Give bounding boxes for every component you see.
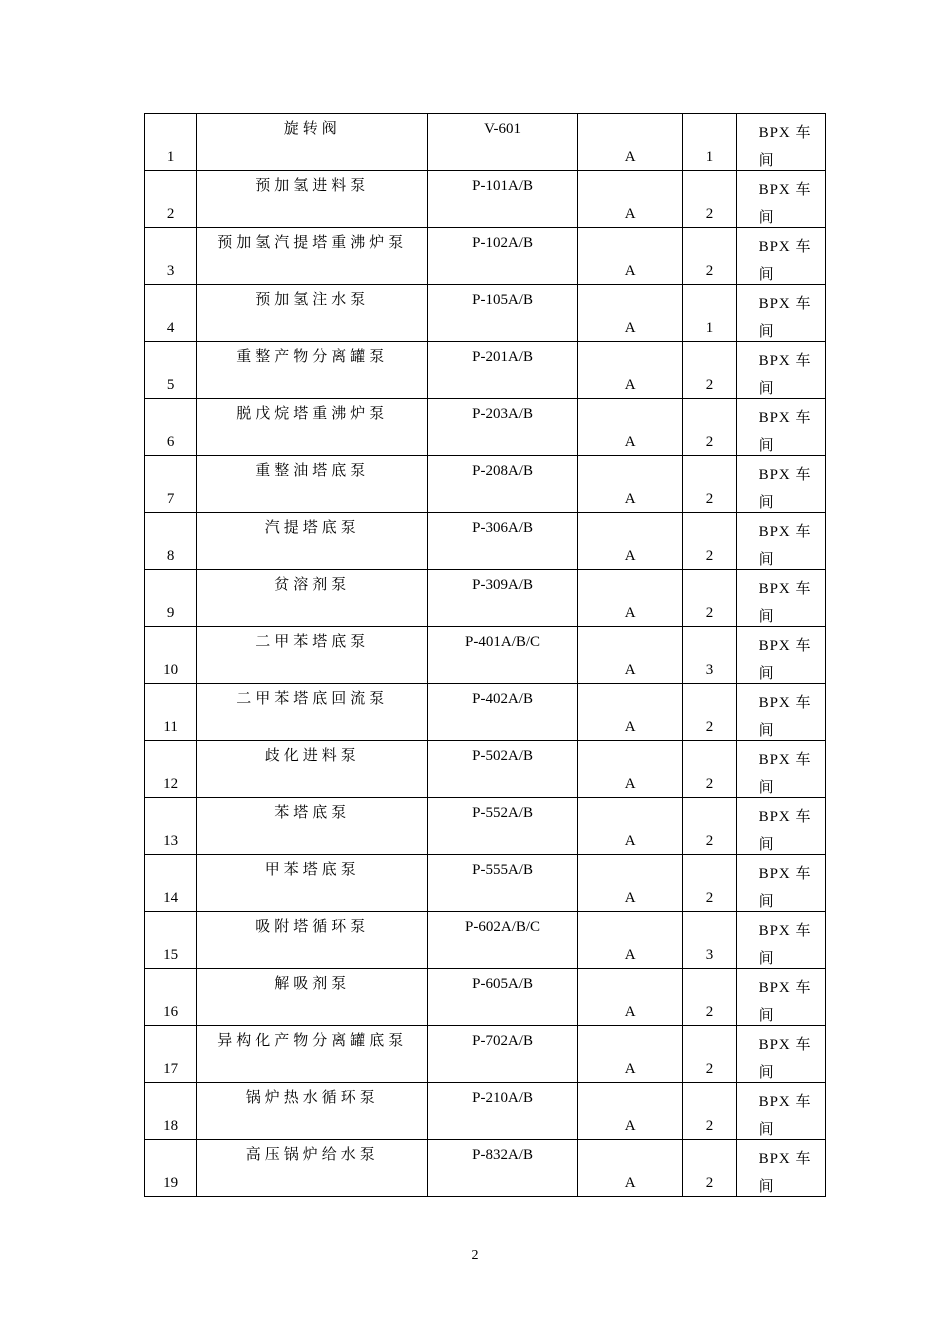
equipment-tag-cell: [428, 969, 578, 1026]
quantity-text: 2: [705, 263, 714, 279]
equipment-tag-text: P-309A/B: [472, 577, 533, 593]
quantity-text: 2: [705, 1004, 714, 1020]
equipment-name-cell: [197, 171, 428, 228]
class-text: A: [624, 434, 636, 450]
equipment-name-text: 重整产物分离罐泵: [236, 349, 389, 365]
location-cell: [736, 513, 825, 570]
quantity-text: 2: [705, 890, 714, 906]
quantity-text: 2: [705, 548, 714, 564]
table-row: [145, 855, 826, 912]
table-row: [145, 798, 826, 855]
quantity-text: 2: [705, 1061, 714, 1077]
class-cell: [577, 513, 682, 570]
class-cell: [577, 570, 682, 627]
row-number-text: 14: [163, 890, 179, 906]
equipment-name-cell: [197, 912, 428, 969]
row-number-cell: [145, 456, 197, 513]
location-cell: [736, 627, 825, 684]
class-text: A: [624, 776, 636, 792]
row-number-cell: [145, 855, 197, 912]
equipment-tag-cell: [428, 627, 578, 684]
equipment-tag-text: P-210A/B: [472, 1090, 533, 1106]
quantity-cell: [683, 627, 736, 684]
row-number-text: 2: [166, 206, 175, 222]
equipment-name-text: 高压锅炉给水泵: [245, 1147, 379, 1163]
equipment-name-cell: [197, 1083, 428, 1140]
row-number-cell: [145, 684, 197, 741]
quantity-cell: [683, 570, 736, 627]
row-number-text: 10: [163, 662, 179, 678]
quantity-cell: [683, 798, 736, 855]
quantity-cell: [683, 969, 736, 1026]
quantity-text: 2: [705, 605, 714, 621]
class-cell: [577, 285, 682, 342]
equipment-name-text: 二甲苯塔底泵: [255, 634, 370, 650]
equipment-tag-text: P-203A/B: [472, 406, 533, 422]
row-number-cell: [145, 285, 197, 342]
row-number-text: 9: [166, 605, 175, 621]
quantity-text: 2: [705, 719, 714, 735]
equipment-tag-cell: [428, 1140, 578, 1197]
row-number-text: 5: [166, 377, 175, 393]
row-number-text: 7: [166, 491, 175, 507]
class-text: A: [624, 1061, 636, 1077]
equipment-tag-cell: [428, 114, 578, 171]
class-cell: [577, 798, 682, 855]
equipment-name-cell: [197, 798, 428, 855]
equipment-tag-text: P-105A/B: [472, 292, 533, 308]
location-cell: [736, 855, 825, 912]
equipment-name-cell: [197, 969, 428, 1026]
quantity-cell: [683, 855, 736, 912]
table-row: [145, 570, 826, 627]
equipment-name-text: 吸附塔循环泵: [255, 919, 370, 935]
class-text: A: [624, 1175, 636, 1191]
equipment-name-text: 脱戊烷塔重沸炉泵: [236, 406, 389, 422]
class-cell: [577, 1140, 682, 1197]
class-text: A: [624, 1118, 636, 1134]
equipment-tag-cell: [428, 513, 578, 570]
table-row: [145, 1026, 826, 1083]
class-text: A: [624, 662, 636, 678]
equipment-tag-text: P-555A/B: [472, 862, 533, 878]
equipment-tag-text: P-702A/B: [472, 1033, 533, 1049]
quantity-text: 2: [705, 776, 714, 792]
row-number-cell: [145, 114, 197, 171]
class-cell: [577, 912, 682, 969]
quantity-text: 2: [705, 434, 714, 450]
quantity-cell: [683, 513, 736, 570]
equipment-tag-text: P-101A/B: [472, 178, 533, 194]
row-number-text: 6: [166, 434, 175, 450]
table-row: [145, 456, 826, 513]
equipment-name-text: 二甲苯塔底回流泵: [236, 691, 389, 707]
quantity-cell: [683, 1026, 736, 1083]
equipment-name-cell: [197, 627, 428, 684]
table-row: [145, 912, 826, 969]
quantity-text: 1: [705, 320, 714, 336]
page-number: 2: [471, 1248, 479, 1263]
quantity-cell: [683, 1140, 736, 1197]
equipment-name-text: 锅炉热水循环泵: [245, 1090, 379, 1106]
location-text: BPX 车间: [758, 695, 812, 739]
equipment-tag-cell: [428, 684, 578, 741]
row-number-text: 17: [163, 1061, 179, 1077]
equipment-tag-cell: [428, 228, 578, 285]
equipment-name-text: 苯塔底泵: [274, 805, 351, 821]
location-text: BPX 车间: [758, 296, 812, 340]
row-number-text: 4: [166, 320, 175, 336]
equipment-name-cell: [197, 228, 428, 285]
table-row: [145, 627, 826, 684]
quantity-cell: [683, 456, 736, 513]
class-text: A: [624, 491, 636, 507]
table-row: [145, 684, 826, 741]
location-text: BPX 车间: [758, 866, 812, 910]
location-cell: [736, 1026, 825, 1083]
class-text: A: [624, 890, 636, 906]
row-number-cell: [145, 1083, 197, 1140]
row-number-cell: [145, 570, 197, 627]
row-number-cell: [145, 627, 197, 684]
row-number-text: 15: [163, 947, 179, 963]
equipment-tag-text: P-201A/B: [472, 349, 533, 365]
table-row: [145, 114, 826, 171]
row-number-cell: [145, 798, 197, 855]
class-text: A: [624, 149, 636, 165]
equipment-table: [144, 113, 826, 1197]
class-text: A: [624, 263, 636, 279]
quantity-text: 2: [705, 377, 714, 393]
class-text: A: [624, 833, 636, 849]
table-row: [145, 342, 826, 399]
location-text: BPX 车间: [758, 1037, 812, 1081]
quantity-text: 3: [705, 947, 714, 963]
equipment-tag-text: V-601: [484, 121, 522, 137]
equipment-tag-text: P-401A/B/C: [465, 634, 541, 650]
equipment-name-text: 预加氢汽提塔重沸炉泵: [217, 235, 408, 251]
equipment-name-cell: [197, 114, 428, 171]
location-cell: [736, 1083, 825, 1140]
table-row: [145, 741, 826, 798]
equipment-name-cell: [197, 513, 428, 570]
equipment-name-cell: [197, 456, 428, 513]
row-number-text: 3: [166, 263, 175, 279]
class-cell: [577, 342, 682, 399]
row-number-text: 11: [163, 719, 178, 735]
location-text: BPX 车间: [758, 524, 812, 568]
row-number-cell: [145, 741, 197, 798]
equipment-name-text: 歧化进料泵: [264, 748, 360, 764]
location-text: BPX 车间: [758, 410, 812, 454]
row-number-text: 8: [166, 548, 175, 564]
location-cell: [736, 399, 825, 456]
row-number-text: 1: [166, 149, 175, 165]
location-text: BPX 车间: [758, 125, 812, 169]
equipment-tag-cell: [428, 912, 578, 969]
location-cell: [736, 969, 825, 1026]
quantity-cell: [683, 912, 736, 969]
equipment-tag-cell: [428, 570, 578, 627]
location-cell: [736, 684, 825, 741]
equipment-tag-text: P-552A/B: [472, 805, 533, 821]
equipment-name-cell: [197, 1026, 428, 1083]
equipment-name-cell: [197, 855, 428, 912]
row-number-cell: [145, 513, 197, 570]
row-number-text: 16: [163, 1004, 179, 1020]
equipment-name-text: 汽提塔底泵: [264, 520, 360, 536]
row-number-cell: [145, 399, 197, 456]
equipment-tag-text: P-306A/B: [472, 520, 533, 536]
quantity-text: 3: [705, 662, 714, 678]
quantity-text: 2: [705, 1118, 714, 1134]
location-cell: [736, 570, 825, 627]
class-text: A: [624, 1004, 636, 1020]
row-number-cell: [145, 228, 197, 285]
row-number-cell: [145, 912, 197, 969]
row-number-text: 12: [163, 776, 179, 792]
class-text: A: [624, 377, 636, 393]
quantity-cell: [683, 228, 736, 285]
equipment-name-cell: [197, 285, 428, 342]
class-cell: [577, 627, 682, 684]
class-text: A: [624, 719, 636, 735]
class-text: A: [624, 320, 636, 336]
equipment-tag-text: P-832A/B: [472, 1147, 533, 1163]
row-number-cell: [145, 1026, 197, 1083]
table-row: [145, 969, 826, 1026]
location-cell: [736, 171, 825, 228]
location-cell: [736, 798, 825, 855]
row-number-text: 19: [163, 1175, 179, 1191]
class-text: A: [624, 548, 636, 564]
location-text: BPX 车间: [758, 923, 812, 967]
equipment-name-text: 预加氢注水泵: [255, 292, 370, 308]
location-cell: [736, 456, 825, 513]
row-number-text: 13: [163, 833, 179, 849]
equipment-tag-text: P-402A/B: [472, 691, 533, 707]
row-number-cell: [145, 342, 197, 399]
quantity-text: 2: [705, 833, 714, 849]
class-cell: [577, 171, 682, 228]
location-text: BPX 车间: [758, 353, 812, 397]
location-text: BPX 车间: [758, 581, 812, 625]
class-cell: [577, 456, 682, 513]
location-cell: [736, 228, 825, 285]
quantity-text: 2: [705, 491, 714, 507]
quantity-cell: [683, 399, 736, 456]
equipment-tag-text: P-208A/B: [472, 463, 533, 479]
equipment-tag-cell: [428, 399, 578, 456]
location-cell: [736, 912, 825, 969]
equipment-name-text: 旋转阀: [283, 121, 341, 137]
equipment-tag-text: P-102A/B: [472, 235, 533, 251]
equipment-tag-text: P-605A/B: [472, 976, 533, 992]
equipment-table-body: [145, 114, 826, 1197]
class-cell: [577, 1083, 682, 1140]
class-text: A: [624, 947, 636, 963]
table-row: [145, 513, 826, 570]
equipment-tag-cell: [428, 171, 578, 228]
equipment-tag-text: P-602A/B/C: [465, 919, 541, 935]
class-cell: [577, 741, 682, 798]
class-text: A: [624, 605, 636, 621]
class-cell: [577, 855, 682, 912]
class-cell: [577, 399, 682, 456]
equipment-name-text: 解吸剂泵: [274, 976, 351, 992]
equipment-name-cell: [197, 342, 428, 399]
equipment-tag-cell: [428, 798, 578, 855]
row-number-cell: [145, 171, 197, 228]
equipment-tag-cell: [428, 1026, 578, 1083]
table-row: [145, 285, 826, 342]
equipment-name-text: 预加氢进料泵: [255, 178, 370, 194]
table-row: [145, 228, 826, 285]
location-text: BPX 车间: [758, 182, 812, 226]
equipment-tag-cell: [428, 342, 578, 399]
class-cell: [577, 1026, 682, 1083]
location-cell: [736, 1140, 825, 1197]
location-cell: [736, 342, 825, 399]
quantity-cell: [683, 285, 736, 342]
table-row: [145, 1083, 826, 1140]
table-row: [145, 171, 826, 228]
location-text: BPX 车间: [758, 239, 812, 283]
table-row: [145, 1140, 826, 1197]
class-cell: [577, 228, 682, 285]
equipment-tag-text: P-502A/B: [472, 748, 533, 764]
location-text: BPX 车间: [758, 467, 812, 511]
quantity-text: 2: [705, 206, 714, 222]
row-number-cell: [145, 969, 197, 1026]
location-text: BPX 车间: [758, 809, 812, 853]
location-cell: [736, 114, 825, 171]
quantity-cell: [683, 741, 736, 798]
equipment-name-text: 贫溶剂泵: [274, 577, 351, 593]
row-number-cell: [145, 1140, 197, 1197]
equipment-name-text: 重整油塔底泵: [255, 463, 370, 479]
location-text: BPX 车间: [758, 1094, 812, 1138]
location-text: BPX 车间: [758, 1151, 812, 1195]
equipment-name-cell: [197, 570, 428, 627]
quantity-text: 2: [705, 1175, 714, 1191]
location-text: BPX 车间: [758, 980, 812, 1024]
equipment-tag-cell: [428, 285, 578, 342]
equipment-name-cell: [197, 399, 428, 456]
location-text: BPX 车间: [758, 752, 812, 796]
row-number-text: 18: [163, 1118, 179, 1134]
class-text: A: [624, 206, 636, 222]
equipment-tag-cell: [428, 456, 578, 513]
quantity-cell: [683, 342, 736, 399]
location-cell: [736, 741, 825, 798]
location-cell: [736, 285, 825, 342]
equipment-tag-cell: [428, 855, 578, 912]
equipment-name-cell: [197, 684, 428, 741]
table-row: [145, 399, 826, 456]
class-cell: [577, 114, 682, 171]
class-cell: [577, 684, 682, 741]
quantity-cell: [683, 171, 736, 228]
location-text: BPX 车间: [758, 638, 812, 682]
equipment-name-text: 甲苯塔底泵: [264, 862, 360, 878]
quantity-cell: [683, 1083, 736, 1140]
class-cell: [577, 969, 682, 1026]
quantity-cell: [683, 114, 736, 171]
equipment-name-cell: [197, 741, 428, 798]
equipment-name-cell: [197, 1140, 428, 1197]
equipment-tag-cell: [428, 741, 578, 798]
quantity-text: 1: [705, 149, 714, 165]
equipment-tag-cell: [428, 1083, 578, 1140]
quantity-cell: [683, 684, 736, 741]
equipment-name-text: 异构化产物分离罐底泵: [217, 1033, 408, 1049]
